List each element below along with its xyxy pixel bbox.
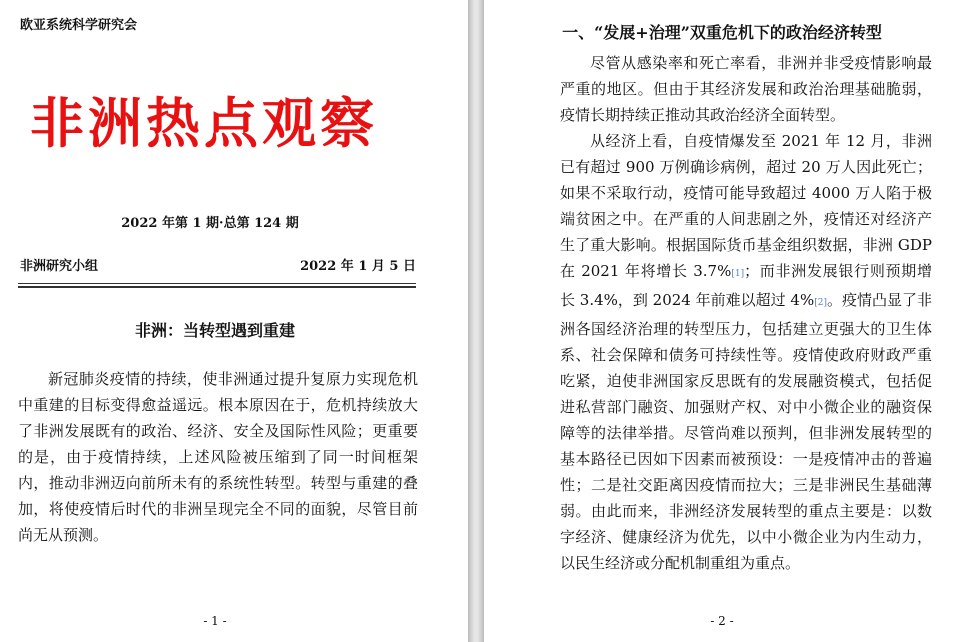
paragraph-text: ；而非洲发展银行则预期增长 3.4%，到 2024 年前难以超过 4%	[560, 262, 932, 309]
organization-name: 欧亚系统科学研究会	[20, 18, 138, 33]
publish-date: 2022 年 1 月 5 日	[300, 259, 416, 274]
header-rule-thick	[18, 286, 416, 288]
section-title: 一、“发展+治理”双重危机下的政治经济转型	[562, 23, 882, 42]
document-page-1	[0, 0, 468, 642]
body-paragraph-2	[560, 128, 932, 576]
page-number: - 1 -	[203, 614, 227, 628]
masthead-title: 非洲热点观察	[30, 91, 378, 155]
issue-number: 2022 年第 1 期·总第 124 期	[121, 216, 299, 231]
author-group: 非洲研究小组	[20, 259, 99, 274]
header-rule-thin	[18, 283, 416, 284]
footnote-ref-1[interactable]: [1]	[731, 269, 745, 279]
paragraph-text: 。疫情凸显了非洲各国经济治理的转型压力，包括建立更强大的卫生体系、社会保障和债务可持续性等。疫情使政府财政严重吃紧，迫使非洲国家反思既有的发展融资模式，包括促进私营部门融资、加强财产权、对中小微企业的融资保障等的法律举措。尽管尚难以预判，但非洲发展转型的基本路径已因如下因素而被预设：一是疫情冲击的普遍性；二是社交距离因疫情而拉大；三是非洲民生基础薄弱。由此而来，非洲经济发展转型的重点主要是：以数字经济、健康经济为优先，以中小微企业为内生动力，以民生经济或分配机制重组为重点。	[560, 291, 932, 572]
abstract-paragraph: 新冠肺炎疫情的持续，使非洲通过提升复原力实现危机中重建的目标变得愈益遥远。根本原因在于，危机持续放大了非洲发展既有的政治、经济、安全及国际性风险；更重要的是，由于疫情持续，上述风险被压缩到了同一时间框架内，推动非洲迈向前所未有的系统性转型。转型与重建的叠加，将使疫情后时代的非洲呈现完全不同的面貌，尽管目前尚无从预测。	[18, 370, 418, 544]
page-gap	[468, 0, 484, 642]
body-paragraph-1: 尽管从感染率和死亡率看，非洲并非受疫情影响最严重的地区。但由于其经济发展和政治治理基础脆弱，疫情长期持续正推动其政治经济全面转型。	[560, 54, 932, 124]
page-number: - 2 -	[710, 614, 734, 628]
footnote-ref-2[interactable]: [2]	[814, 298, 827, 308]
paragraph-text: 从经济上看，自疫情爆发至 2021 年 12 月，非洲已有超过 900 万例确诊病例，超过 20 万人因此死亡；如果不采取行动，疫情可能导致超过 4000 万人陷于极端贫困之中。在严重的人间悲剧之外，疫情还对经济产生了重大影响。根据国际货币基金组织数据，非洲 GDP 在 2021 年将增长 3.7%	[560, 132, 932, 280]
document-page-2	[484, 0, 960, 642]
article-title: 非洲：当转型遇到重建	[134, 321, 295, 340]
